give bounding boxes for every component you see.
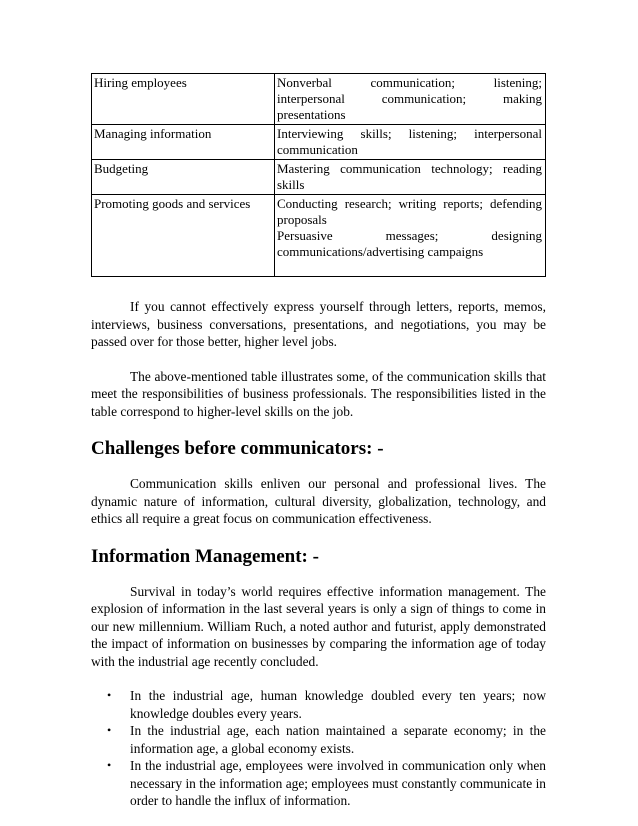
duty-cell: Budgeting [92,160,275,195]
paragraph: If you cannot effectively express yourself through letters, reports, memos, interviews, business conversations, presentations, and negotiations, you may be passed over for those better, higher level jobs. [91,299,546,349]
table-row [92,195,546,277]
section-heading: Challenges before communicators: - [91,438,384,459]
skills-cell [275,160,546,195]
skills-cell [275,195,546,277]
skills-text: Interviewing skills; listening; interpersonal communication [277,126,542,157]
paragraph: Survival in today’s world requires effective information management. The explosion of information in the last several years is only a sign of things to come in our new millennium. William Ruch, a noted author and futurist, apply demonstrated the impact of information on businesses by comparing the information age of today with the industrial age recently concluded. [91,583,546,669]
table-row [92,160,546,195]
duty-cell: Managing information [92,125,275,160]
table-row [92,74,546,125]
list-item [91,687,546,722]
skills-cell [275,125,546,160]
section-heading: Information Management: - [91,545,319,567]
skills-text: Persuasive messages; designing communications/advertising campaigns [277,228,542,259]
responsibilities-table [91,73,546,277]
duty-cell: Promoting goods and services [92,195,275,277]
skills-text: Conducting research; writing reports; defending proposals [277,196,542,227]
list-item [91,757,546,810]
skills-text: Nonverbal communication; listening; interpersonal communication; making presentations [277,75,542,122]
list-item [91,722,546,757]
list-item-text: In the industrial age, each nation maintained a separate economy; in the information age, a global economy exists. [130,723,546,756]
paragraph: Communication skills enliven our personal and professional lives. The dynamic nature of information, cultural diversity, globalization, technology, and ethics all require a great focus on communication effectiveness. [91,476,546,526]
bullet-icon: • [107,688,112,702]
skills-cell [275,74,546,125]
skills-text: Mastering communication technology; reading skills [277,161,542,192]
table-row [92,125,546,160]
bullet-list [91,687,546,810]
list-item-text: In the industrial age, human knowledge doubled every ten years; now knowledge doubles every years. [130,688,546,721]
bullet-icon: • [107,758,112,772]
bullet-icon: • [107,723,112,737]
paragraph: The above-mentioned table illustrates some, of the communication skills that meet the responsibilities of business professionals. The responsibilities listed in the table correspond to higher-level skills on the job. [91,368,546,419]
duty-cell: Hiring employees [92,74,275,125]
list-item-text: In the industrial age, employees were involved in communication only when necessary in the information age; employees must constantly communicate in order to handle the influx of information. [130,758,546,808]
document-page [91,73,546,810]
